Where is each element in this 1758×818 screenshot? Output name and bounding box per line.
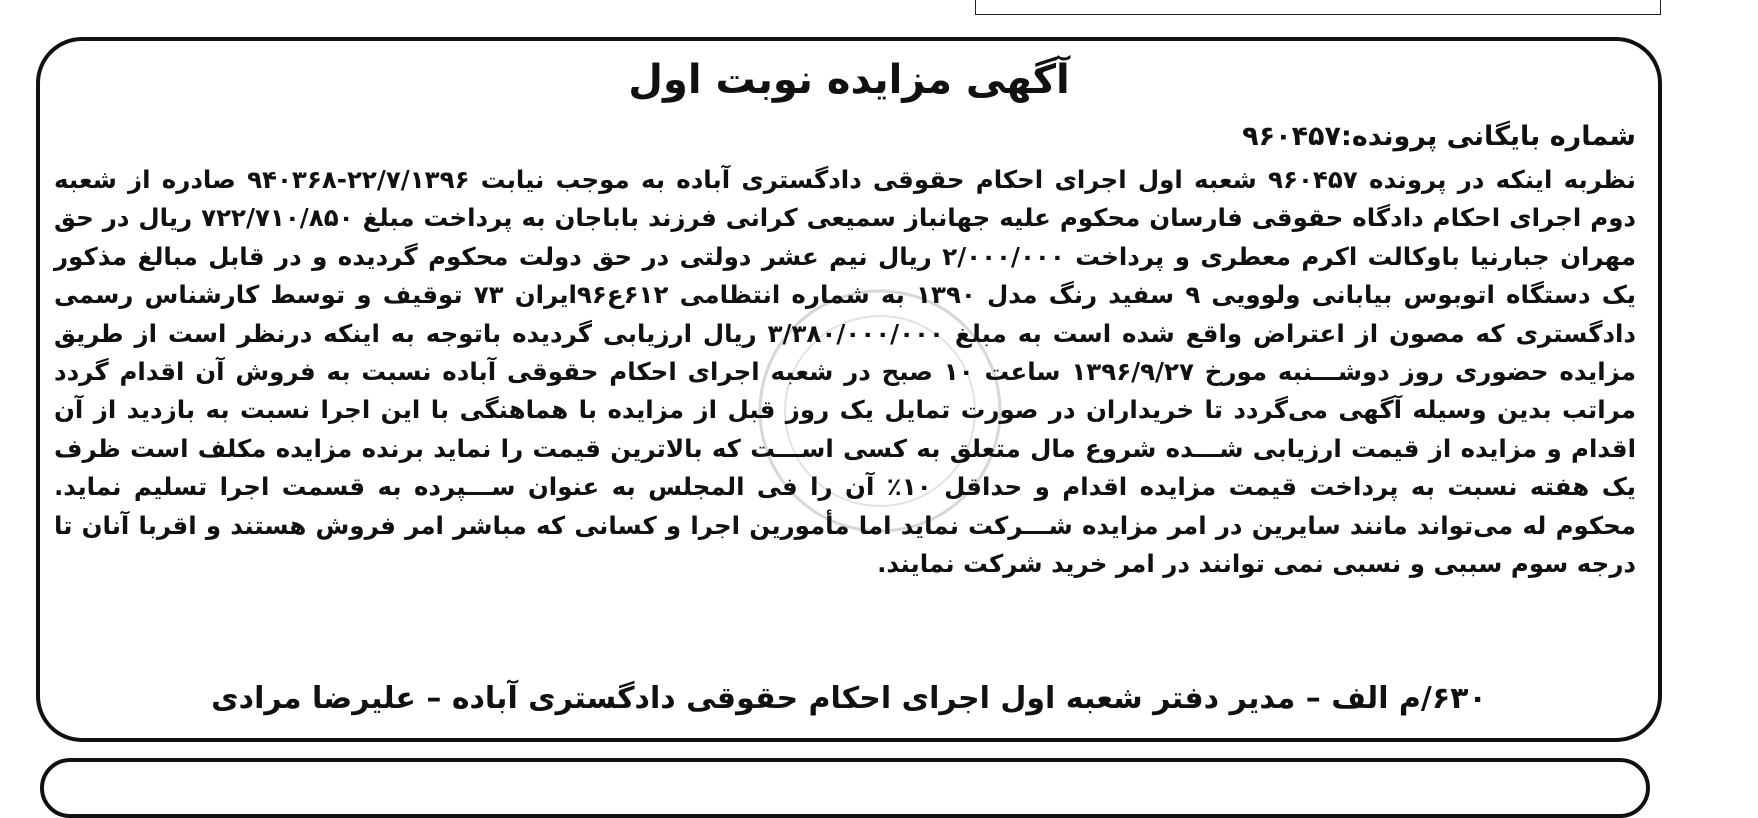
previous-notice-fragment	[975, 0, 1661, 15]
auction-notice	[36, 37, 1662, 742]
file-number: شماره بایگانی پرونده:۹۶۰۴۵۷	[1242, 121, 1636, 152]
notice-title: آگهی مزایده نوبت اول	[628, 57, 1070, 103]
notice-body: نظربه اینکه در پرونده ۹۶۰۴۵۷ شعبه اول اجرای احکام حقوقی دادگستری آباده به موجب نیابت ۲۲/۷/۱۳۹۶-۹۴۰۳۶۸ صادره از شعبه دوم اجرای احکام دادگاه حقوقی فارسان محکوم علیه جهانباز سمیعی کرانی فرزند باباجان به پرداخت مبلغ ۷۲۲/۷۱۰/۸۵۰ ریال در حق مهران جبارنیا باوکالت اکرم معطری و پرداخت ۲/۰۰۰/۰۰۰ ریال نیم عشر دولتی در حق دولت محکوم گردیده و در قابل مبالغ مذکور یک دستگاه اتوبوس بیابانی ولوویی ۹ سفید رنگ مدل ۱۳۹۰ به شماره انتظامی ۶۱۲ع۹۶ایران ۷۳ توقیف و توسط کارشناس رسمی دادگستری که مصون از اعتراض واقع شده است به مبلغ ۳/۳۸۰/۰۰۰/۰۰۰ ریال ارزیابی گردیده باتوجه به اینکه درنظر است از طریق مزایده حضوری روز دوشـــنبه مورخ ۱۳۹۶/۹/۲۷ ساعت ۱۰ صبح در شعبه اجرای احکام حقوقی آباده نسبت به فروش آن اقدام گردد مراتب بدین وسیله آگهی می‌گردد تا خریداران در صورت تمایل یک روز قبل از مزایده با هماهنگی با این اجرا نسبت به بازدید از آن اقدام و مزایده از قیمت ارزیابی شـــده شروع مال متعلق به کسی اســـت که بالاترین قیمت را نماید برنده مزایده مکلف است ظرف یک هفته نسبت به پرداخت قیمت مزایده اقدام و حداقل ۱۰٪ آن را فی المجلس به عنوان ســـپرده به قسمت اجرا تسلیم نماید. محکوم له می‌تواند مانند سایرین در امر مزایده شـــرکت نماید اما مأمورین اجرا و کسانی که مباشر امر فروش هستند و اقربا آنان تا درجه سوم سببی و نسبی نمی توانند در امر خرید شرکت نمایند.	[54, 165, 1636, 579]
next-notice-fragment	[40, 758, 1650, 818]
notice-signature: ۶۳۰/م الف – مدیر دفتر شعبه اول اجرای احکام حقوقی دادگستری آباده – علیرضا مرادی	[211, 681, 1487, 716]
